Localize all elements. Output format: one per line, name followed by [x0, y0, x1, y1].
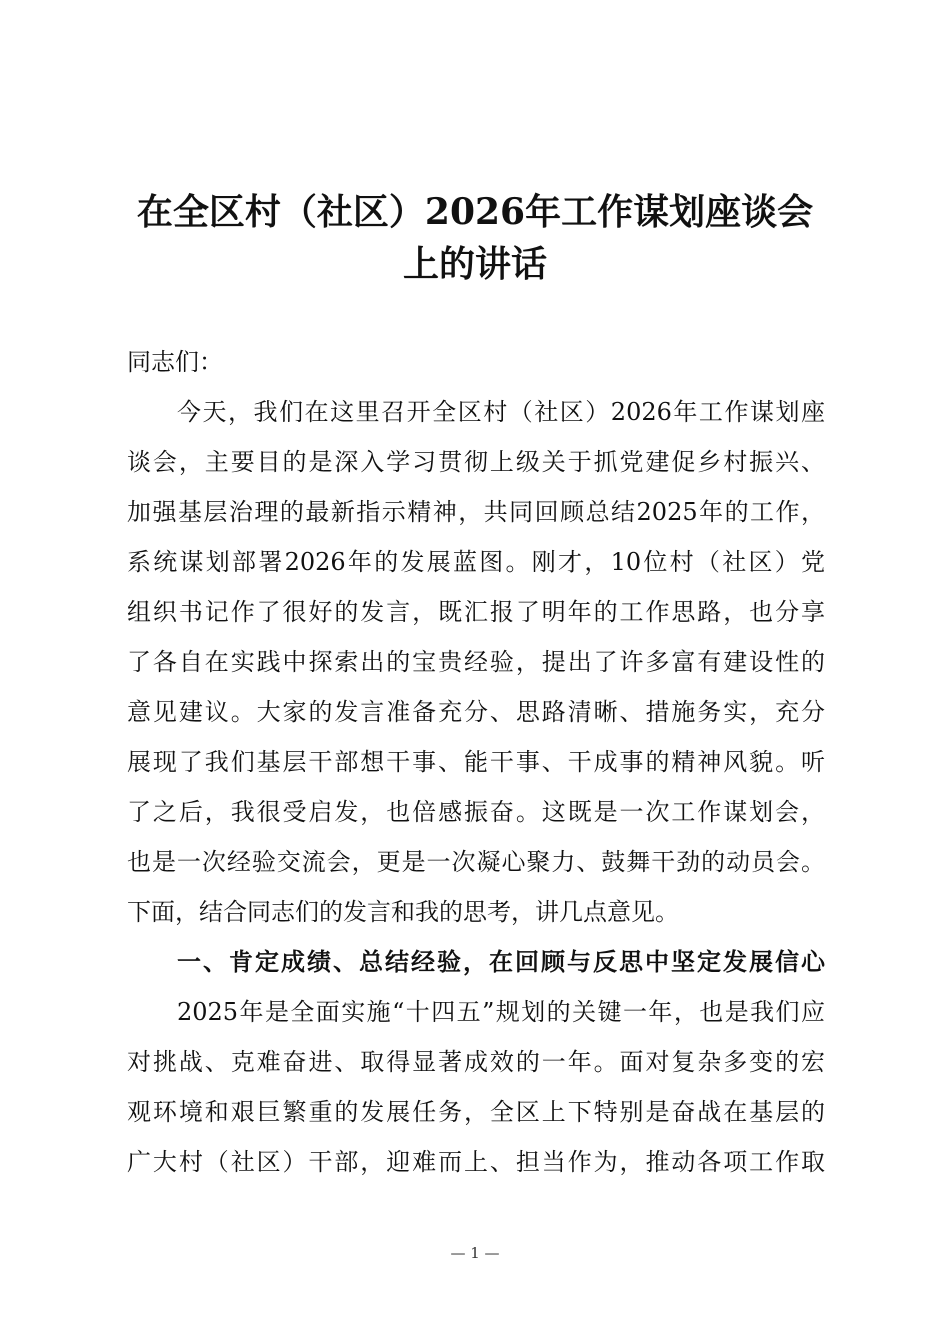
paragraph-line: 加强基层治理的最新指示精神，共同回顾总结2025年的工作， — [127, 498, 825, 526]
paragraph-line: 观环境和艰巨繁重的发展任务，全区上下特别是奋战在基层的 — [127, 1098, 825, 1126]
paragraph-line: 今天，我们在这里召开全区村（社区）2026年工作谋划座 — [177, 398, 825, 426]
document-title-line-2: 上的讲话 — [402, 243, 547, 285]
paragraph-line: 了各自在实践中探索出的宝贵经验，提出了许多富有建设性的 — [127, 648, 825, 676]
page-number: — 1 — — [450, 1244, 500, 1262]
paragraph-line: 广大村（社区）干部，迎难而上、担当作为，推动各项工作取 — [127, 1148, 825, 1176]
section-heading: 一、肯定成绩、总结经验，在回顾与反思中坚定发展信心 — [177, 947, 825, 976]
paragraph-line: 组织书记作了很好的发言，既汇报了明年的工作思路，也分享 — [127, 598, 825, 626]
paragraph-line: 了之后，我很受启发，也倍感振奋。这既是一次工作谋划会， — [127, 798, 825, 826]
paragraph-line: 系统谋划部署2026年的发展蓝图。刚才，10位村（社区）党 — [127, 548, 825, 576]
paragraph-line: 展现了我们基层干部想干事、能干事、干成事的精神风貌。听 — [127, 748, 825, 776]
paragraph-line: 意见建议。大家的发言准备充分、思路清晰、措施务实，充分 — [127, 698, 825, 726]
paragraph-line: 下面，结合同志们的发言和我的思考，讲几点意见。 — [127, 898, 679, 926]
paragraph-line: 对挑战、克难奋进、取得显著成效的一年。面对复杂多变的宏 — [127, 1048, 825, 1076]
salutation: 同志们： — [127, 348, 223, 376]
paragraph-line: 2025年是全面实施“十四五”规划的关键一年，也是我们应 — [177, 998, 825, 1026]
document-title-line-1: 在全区村（社区）2026年工作谋划座谈会 — [136, 191, 814, 233]
paragraph-line: 谈会，主要目的是深入学习贯彻上级关于抓党建促乡村振兴、 — [127, 448, 825, 476]
paragraph-line: 也是一次经验交流会，更是一次凝心聚力、鼓舞干劲的动员会。 — [127, 848, 825, 876]
